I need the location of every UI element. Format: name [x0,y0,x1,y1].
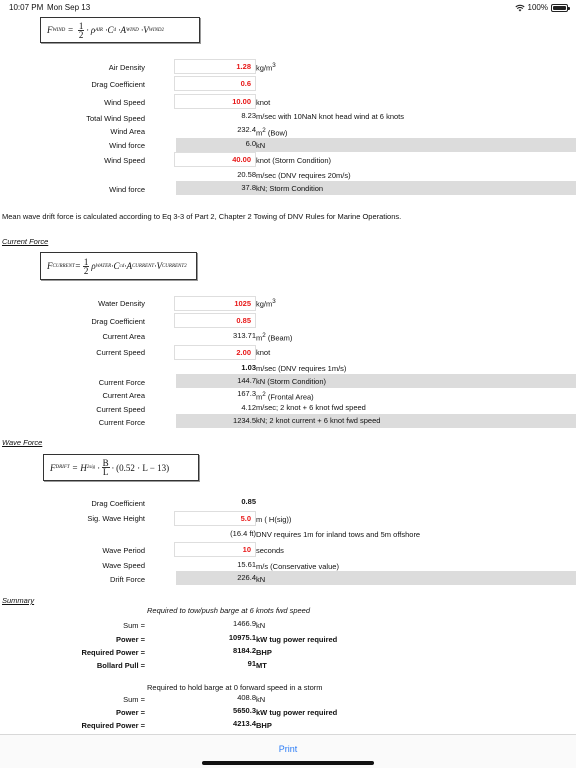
wind-area-value: 232.4 [237,125,256,134]
water-density-input[interactable]: 1025 [174,296,256,311]
summary-storm-sum-label: Sum = [123,695,145,704]
summary-bollard-pull-label: Bollard Pull = [96,661,145,670]
summary-storm-bhp-unit: BHP [256,721,272,730]
current-force-fwd-label: Current Force [98,418,145,427]
battery-icon [551,4,568,12]
current-speed-unit: knot [256,348,271,357]
wind-force-storm-unit: kN; Storm Condition [256,184,324,193]
home-indicator[interactable] [202,761,374,765]
current-area-label: Current Area [102,332,145,341]
water-density-label: Water Density [98,299,145,308]
drift-note: Mean wave drift force is calculated according to Eq 3-3 of Part 2, Chapter 2 Towing of DNV Rules for Marine Operations. [2,212,402,221]
status-right [515,3,568,12]
current-force-fwd-value: 1234.5 [233,416,256,425]
current-speed-ms-value: 1.03 [241,363,256,372]
current-force-fwd-unit: kN; 2 knot current + 6 knot fwd speed [256,416,381,425]
current-speed-ms-unit: m/sec (DNV requires 1m/s) [256,364,347,373]
water-density-unit: $kg/m^3$ [256,298,276,309]
summary-bollard-pull-unit: MT [256,661,267,670]
drift-force-label: Drift Force [109,575,145,584]
summary-fwd-power-value: 10975.1 [228,633,256,642]
summary-storm-power-value: 5650.3 [233,706,256,715]
summary-fwd-sum-label: Sum = [123,621,145,630]
wind-force-value: 6.0 [245,139,256,148]
status-bar [0,0,576,14]
sig-wave-height-input[interactable]: 5.0 [174,511,256,526]
wind-speed-input[interactable]: 10.00 [174,94,256,109]
wind-force-storm-value: 37.8 [241,183,256,192]
summary-fwd-sum-value: 1466.9 [233,619,256,628]
wave-drag-coefficient-value: 0.85 [241,497,256,506]
wave-speed-value: 15.61 [237,560,256,569]
wave-drag-coefficient-label: Drag Coefficient [91,499,145,508]
summary-fwd-bhp-value: 8184.2 [233,646,256,655]
current-speed-fwd-label: Current Speed [96,405,145,414]
storm-speed-value: 20.58 [237,170,256,179]
wind-speed-storm-input[interactable]: 40.00 [174,152,256,167]
wave-force-heading: Wave Force [2,438,43,447]
wind-force-storm-label: Wind force [109,185,145,194]
wind-drag-coefficient-input[interactable]: 0.6 [174,76,256,91]
wind-area-unit: $m^2$ (Bow) [256,127,288,138]
current-drag-coefficient-input[interactable]: 0.85 [174,313,256,328]
wind-speed-label: Wind Speed [104,98,145,107]
summary-storm-sum-unit: kN [256,695,266,704]
total-wind-speed-value: 8.23 [241,111,256,120]
current-area-unit: $m^2$ (Beam) [256,332,293,343]
current-force-unit: kN (Storm Condition) [256,377,327,386]
current-speed-input[interactable]: 2.00 [174,345,256,360]
wave-period-unit: seconds [256,546,284,555]
wave-period-input[interactable]: 10 [174,542,256,557]
wind-force-formula: F WIND = $\frac{1}{2}$ · ρ AIR · C d · A WIND · V WIND 2 [40,17,200,43]
current-force-formula: F CURRENT = $\frac{1}{2}$ ρ WATER · C cd · A CURRENT · V CURRENT 2 [40,252,197,280]
wave-height-ft-value: (16.4 ft) [230,529,256,538]
bottom-toolbar [0,734,576,768]
current-area-frontal-value: 167.3 [237,389,256,398]
report-content [0,14,576,734]
summary-bollard-pull-value: 91 [247,659,256,668]
current-area-frontal-label: Current Area [102,391,145,400]
summary-storm-power-label: Power = [116,708,145,717]
wave-speed-label: Wave Speed [102,561,145,570]
current-speed-fwd-unit: m/sec; 2 knot + 6 knot fwd speed [256,403,366,412]
summary-fwd-bhp-unit: BHP [256,648,272,657]
sig-wave-height-unit: m ( H(sig)) [256,515,292,524]
current-area-value: 313.71 [233,331,256,340]
wave-drift-formula: F DRIFT = H 2 sig · $\frac{B}{L}$ · (0.52 · L − 13) [43,454,199,481]
wave-speed-unit: m/s (Conservative value) [256,562,339,571]
summary-storm-bhp-value: 4213.4 [233,719,256,728]
summary-fwd-power-unit: kW tug power required [256,635,338,644]
summary-storm-power-unit: kW tug power required [256,708,338,717]
drift-force-unit: kN [256,575,266,584]
storm-speed-unit: m/sec (DNV requires 20m/s) [256,171,351,180]
summary-fwd-power-label: Power = [116,635,145,644]
summary-storm-heading: Required to hold barge at 0 forward speed in a storm [147,683,323,692]
wave-height-ft-note: DNV requires 1m for inland tows and 5m offshore [256,530,421,539]
current-drag-coefficient-label: Drag Coefficient [91,317,145,326]
total-wind-speed-label: Total Wind Speed [86,114,145,123]
summary-storm-bhp-label: Required Power = [81,721,145,730]
wind-drag-coefficient-label: Drag Coefficient [91,80,145,89]
current-area-frontal-unit: $m^2$ (Frontal Area) [256,391,314,402]
summary-fwd-sum-unit: kN [256,621,266,630]
summary-fwd-bhp-label: Required Power = [81,648,145,657]
battery-percent: 100% [527,3,548,12]
current-force-value: 144.7 [237,376,256,385]
wind-force-label: Wind force [109,141,145,150]
wind-force-unit: kN [256,141,266,150]
print-button[interactable]: Print [278,744,298,754]
current-speed-fwd-value: 4.12 [241,403,256,412]
current-force-heading: Current Force [2,237,49,246]
wifi-icon [515,4,525,12]
air-density-input[interactable]: 1.28 [174,59,256,74]
drift-force-value: 226.4 [237,573,256,582]
wind-area-label: Wind Area [110,127,145,136]
air-density-unit: $kg/m^3$ [256,62,276,73]
wind-speed-storm-label: Wind Speed [104,156,145,165]
wind-speed-storm-unit: knot (Storm Condition) [256,156,332,165]
sig-wave-height-label: Sig. Wave Height [87,514,145,523]
status-date: Mon Sep 13 [47,3,91,12]
summary-heading: Summary [2,596,35,605]
status-time: 10:07 PM [9,3,44,12]
summary-storm-sum-value: 408.8 [237,693,256,702]
current-force-label: Current Force [98,378,145,387]
current-speed-label: Current Speed [96,348,145,357]
wind-speed-unit: knot [256,98,271,107]
total-wind-speed-unit: m/sec with 10NaN knot head wind at 6 knots [256,112,404,121]
air-density-label: Air Density [108,63,145,72]
summary-fwd-heading: Required to tow/push barge at 6 knots fwd speed [147,606,311,615]
wave-period-label: Wave Period [102,546,145,555]
